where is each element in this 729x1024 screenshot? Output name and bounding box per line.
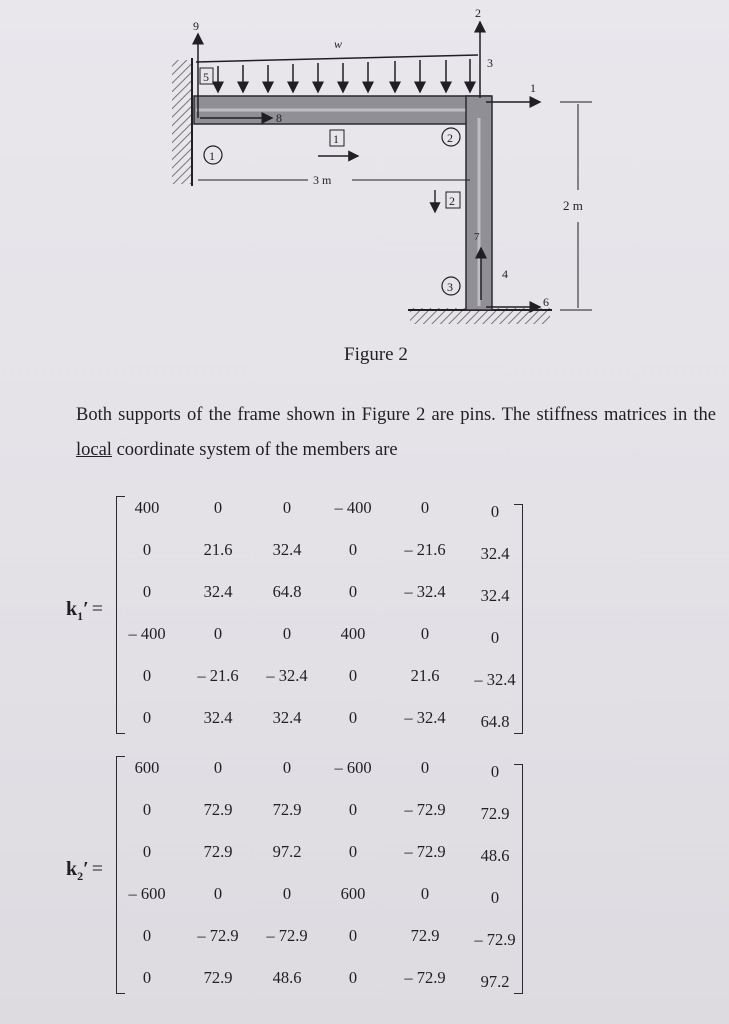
- matrix-2-cell: 0: [213, 758, 223, 777]
- matrix-2-cell: 0: [142, 800, 152, 819]
- distributed-load-arrows: [218, 59, 470, 92]
- matrix-1-cell: 21.6: [410, 666, 440, 685]
- matrix-1-cell: 32.4: [272, 708, 302, 727]
- node-label-2: 2: [447, 131, 453, 145]
- frame-diagram: [0, 0, 729, 330]
- matrix-1-cell: 32.4: [203, 708, 233, 727]
- matrix-2-cell: 0: [420, 884, 430, 903]
- matrix-2-cell: 72.9: [272, 800, 302, 819]
- matrix-1-left-bracket: [116, 496, 125, 734]
- distributed-load-line: [196, 55, 478, 62]
- matrix-2-cell: 48.6: [480, 846, 510, 865]
- matrix-2-cell: – 72.9: [266, 926, 308, 945]
- matrix-1-cell: 0: [282, 624, 292, 643]
- matrix-2-cell: 0: [142, 968, 152, 987]
- matrix-1-cell: 32.4: [480, 586, 510, 605]
- matrix-2-cell: 72.9: [410, 926, 440, 945]
- matrix-2-cell: 0: [348, 968, 358, 987]
- paragraph-text-start: Both supports of the frame shown in Figure 2 are pins. The stiffness matrices in the: [76, 405, 716, 425]
- left-wall-support: [172, 60, 192, 184]
- matrix-1-label: $k_1'$ =: [66, 598, 104, 623]
- node-label-1: 1: [209, 149, 215, 163]
- matrix-1-cell: – 32.4: [474, 670, 516, 689]
- matrix-1-cell: 0: [142, 582, 152, 601]
- dof-label-5: 5: [203, 70, 209, 84]
- stiffness-matrix-1: [0, 490, 729, 740]
- figure-caption: Figure 2: [344, 344, 408, 365]
- matrix-2-cell: 0: [490, 888, 500, 907]
- matrix-1-cell: – 400: [128, 624, 166, 643]
- matrix-2-label: $k_2'$ =: [66, 858, 104, 883]
- matrix-2-cell: 0: [490, 762, 500, 781]
- matrix-2-right-bracket: [514, 764, 523, 994]
- matrix-1-cell: 0: [142, 666, 152, 685]
- matrix-1-cell: 0: [490, 628, 500, 647]
- matrix-2-cell: 0: [420, 758, 430, 777]
- matrix-2-cell: 0: [348, 926, 358, 945]
- problem-paragraph: [76, 398, 716, 468]
- matrix-2-cell: 0: [142, 842, 152, 861]
- matrix-2-cell: 0: [282, 758, 292, 777]
- stiffness-matrix-2: [0, 750, 729, 1000]
- matrix-1-cell: 0: [282, 498, 292, 517]
- load-label: w: [334, 37, 343, 51]
- matrix-2-cell: 600: [134, 758, 160, 777]
- matrix-1-cell: 0: [348, 540, 358, 559]
- matrix-1-cell: 400: [340, 624, 366, 643]
- matrix-1-cell: 32.4: [480, 544, 510, 563]
- dof-label-8: 8: [276, 111, 282, 125]
- span-dimension-label: 3 m: [313, 173, 332, 187]
- matrix-1-cell: 64.8: [480, 712, 510, 731]
- matrix-2-cell: – 72.9: [404, 842, 446, 861]
- matrix-1-cell: – 32.4: [266, 666, 308, 685]
- matrix-1-cell: 0: [348, 582, 358, 601]
- dof-label-9: 9: [193, 19, 199, 33]
- dof-label-7: 7: [474, 231, 480, 243]
- matrix-1-cell: 0: [348, 708, 358, 727]
- matrix-1-cell: – 21.6: [404, 540, 446, 559]
- member-label-1: 1: [333, 132, 339, 146]
- matrix-1-cell: – 400: [334, 498, 372, 517]
- dof-label-4: 4: [502, 267, 508, 281]
- matrix-2-cell: – 600: [334, 758, 372, 777]
- matrix-1-cell: 0: [213, 498, 223, 517]
- matrix-2-cell: 600: [340, 884, 366, 903]
- matrix-2-cell: 0: [348, 800, 358, 819]
- matrix-2-cell: 72.9: [480, 804, 510, 823]
- matrix-1-cell: 32.4: [272, 540, 302, 559]
- matrix-1-cell: 400: [134, 498, 160, 517]
- matrix-2-cell: 48.6: [272, 968, 302, 987]
- matrix-2-cell: 0: [213, 884, 223, 903]
- matrix-2-cell: 72.9: [203, 800, 233, 819]
- dof-label-2: 2: [475, 6, 481, 20]
- matrix-1-cell: 21.6: [203, 540, 233, 559]
- matrix-1-cell: 32.4: [203, 582, 233, 601]
- matrix-2-cell: 97.2: [480, 972, 510, 991]
- matrix-1-cell: – 32.4: [404, 708, 446, 727]
- matrix-1-cell: 0: [213, 624, 223, 643]
- dof-label-1: 1: [530, 81, 536, 95]
- matrix-2-cell: 0: [282, 884, 292, 903]
- frame-figure: [0, 0, 729, 330]
- member-label-2: 2: [449, 194, 455, 208]
- matrix-2-cell: 72.9: [203, 968, 233, 987]
- paragraph-underlined-word: local: [76, 440, 112, 460]
- matrix-1-cell: 0: [490, 502, 500, 521]
- matrix-1-cell: 0: [420, 624, 430, 643]
- matrix-2-cell: – 600: [128, 884, 166, 903]
- matrix-2-left-bracket: [116, 756, 125, 994]
- matrix-1-right-bracket: [514, 504, 523, 734]
- matrix-2-cell: – 72.9: [197, 926, 239, 945]
- matrix-2-cell: – 72.9: [474, 930, 516, 949]
- dof-label-6: 6: [543, 295, 549, 309]
- node-label-3: 3: [447, 280, 453, 294]
- matrix-1-cell: 64.8: [272, 582, 302, 601]
- matrix-2-cell: 0: [142, 926, 152, 945]
- paragraph-text-end: coordinate system of the members are: [111, 440, 398, 460]
- matrix-1-cell: – 21.6: [197, 666, 239, 685]
- matrix-2-cell: – 72.9: [404, 968, 446, 987]
- matrix-1-cell: – 32.4: [404, 582, 446, 601]
- height-dimension-label: 2 m: [563, 198, 583, 213]
- matrix-2-cell: 0: [348, 842, 358, 861]
- matrix-2-cell: – 72.9: [404, 800, 446, 819]
- matrix-1-cell: 0: [348, 666, 358, 685]
- dof-label-3: 3: [487, 56, 493, 70]
- matrix-1-cell: 0: [420, 498, 430, 517]
- matrix-1-cell: 0: [142, 708, 152, 727]
- matrix-2-cell: 72.9: [203, 842, 233, 861]
- matrix-1-cell: 0: [142, 540, 152, 559]
- matrix-2-cell: 97.2: [272, 842, 302, 861]
